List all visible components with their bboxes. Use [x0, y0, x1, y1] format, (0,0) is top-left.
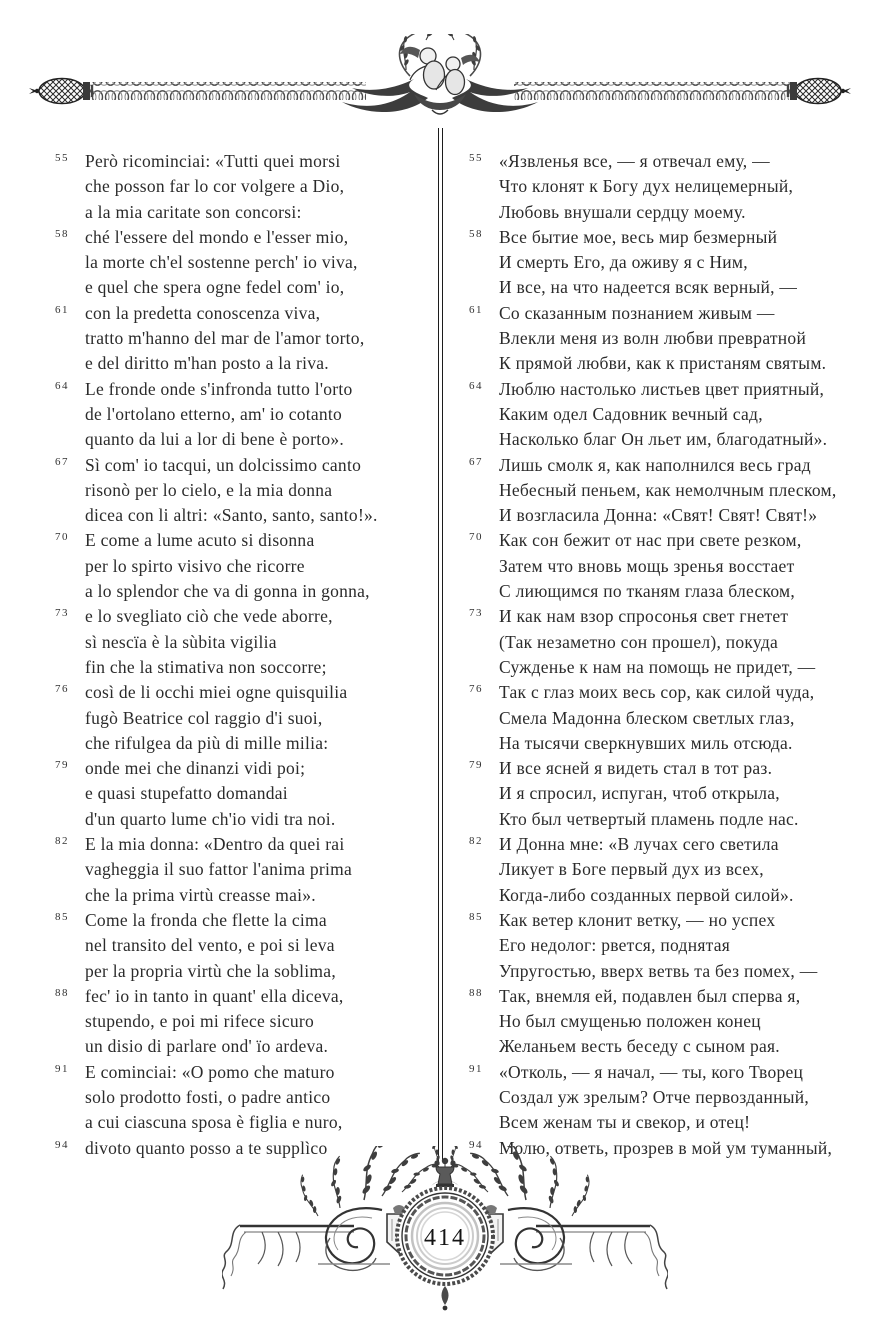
verse-line: И возгласила Донна: «Свят! Свят! Свят!»: [499, 505, 818, 526]
verse-line: К прямой любви, как к пристаням святым.: [499, 353, 827, 374]
verse-lines: [499, 984, 874, 1060]
verse-line: stupendo, e poi mi rifece sicuro: [85, 1011, 315, 1032]
verse-line: И я спросил, испуган, чтоб открыла,: [499, 783, 780, 804]
verse-line: Но был смущенью положен конец: [499, 1011, 761, 1032]
verse-line: E cominciai: «O pomo che maturo: [85, 1061, 335, 1082]
verse-lines: [85, 149, 440, 225]
verse-line: e del diritto m'han posto a la riva.: [85, 353, 329, 374]
italian-text-column: [55, 149, 440, 1161]
verse-lines: [499, 604, 874, 680]
verse-number: 91: [55, 1062, 69, 1075]
verse-number: 94: [55, 1138, 69, 1151]
verse-line: a la mia caritate son concorsi:: [85, 201, 302, 222]
verse-lines: [499, 453, 874, 529]
verse-lines: [499, 528, 874, 604]
tercet: [55, 908, 440, 984]
verse-line: «Отколь, — я начал, — ты, кого Творец: [499, 1061, 804, 1082]
tercet: [469, 756, 874, 832]
verse-lines: [85, 301, 440, 377]
verse-lines: [85, 1060, 440, 1136]
verse-line: dicea con li altri: «Santo, santo, santo!».: [85, 505, 378, 526]
tercet: [469, 377, 874, 453]
verse-line: Сужденье к нам на помощь не придет, —: [499, 656, 816, 677]
verse-line: vagheggia il suo fattor l'anima prima: [85, 859, 353, 880]
verse-line: E come a lume acuto si disonna: [85, 530, 315, 551]
verse-line: E la mia donna: «Dentro da quei rai: [85, 834, 345, 855]
tercet: [55, 377, 440, 453]
verse-line: che rifulgea da più di mille milia:: [85, 732, 329, 753]
putti-vignette: [342, 34, 538, 114]
verse-number: 88: [55, 986, 69, 999]
verse-line: Небесный пеньем, как немолчным плеском,: [499, 479, 837, 500]
verse-line: ché l'essere del mondo e l'esser mio,: [85, 226, 349, 247]
verse-line: И как нам взор спросонья свет гнетет: [499, 606, 789, 627]
verse-number: 61: [55, 303, 69, 316]
verse-line: Люблю настолько листьев цвет приятный,: [499, 378, 825, 399]
verse-line: Sì com' io tacqui, un dolcissimo canto: [85, 454, 362, 475]
verse-line: e quel che spera ogne fedel com' io,: [85, 277, 345, 298]
verse-line: tratto m'hanno del mar de l'amor torto,: [85, 328, 365, 349]
verse-lines: [499, 301, 874, 377]
verse-lines: [499, 225, 874, 301]
verse-number: 91: [469, 1062, 483, 1075]
verse-number: 67: [469, 455, 483, 468]
verse-line: Le fronde onde s'infronda tutto l'orto: [85, 378, 353, 399]
page-number-medallion: [397, 1180, 493, 1310]
urn-finial-icon: [422, 1146, 468, 1187]
verse-line: Молю, ответь, прозрев в мой ум туманный,: [499, 1137, 833, 1158]
tercet: [469, 832, 874, 908]
verse-line: con la predetta conoscenza viva,: [85, 302, 321, 323]
tercet: [469, 908, 874, 984]
verse-lines: [85, 225, 440, 301]
verse-lines: [85, 908, 440, 984]
verse-number: 55: [469, 152, 483, 164]
verse-line: de l'ortolano etterno, am' io cotanto: [85, 403, 343, 424]
verse-line: Лишь смолк я, как наполнился весь град: [499, 454, 811, 475]
verse-number: 58: [469, 227, 483, 240]
verse-line: nel transito del vento, e poi si leva: [85, 935, 335, 956]
tercet: [469, 453, 874, 529]
tercet: [55, 680, 440, 756]
verse-line: (Так незаметно сон прошел), покуда: [499, 631, 779, 652]
verse-number: 94: [469, 1138, 483, 1151]
verse-number: 67: [55, 455, 69, 468]
tercet: [55, 225, 440, 301]
header-rule-ornament: [0, 34, 880, 140]
verse-number: 64: [55, 379, 69, 392]
verse-lines: [499, 680, 874, 756]
verse-line: Come la fronda che flette la cima: [85, 909, 327, 930]
verse-line: Так с глаз моих весь сор, как силой чуда,: [499, 682, 815, 703]
verse-line: e quasi stupefatto domandai: [85, 783, 288, 804]
braided-rule-right: [514, 82, 790, 100]
russian-text-column: [469, 149, 874, 1161]
verse-line: И Донна мне: «В лучах сего светила: [499, 834, 779, 855]
tercet: [469, 225, 874, 301]
verse-line: «Язвленья все, — я отвечал ему, —: [499, 151, 770, 171]
verse-line: С лиющимся по тканям глаза блеском,: [499, 581, 796, 602]
tercet: [55, 1060, 440, 1136]
verse-number: 73: [55, 607, 69, 620]
verse-line: Влекли меня из волн любви превратной: [499, 328, 807, 349]
verse-line: Любовь внушали сердцу моему.: [499, 201, 746, 222]
verse-number: 79: [469, 759, 483, 772]
verse-line: И все, на что надеется всяк верный, —: [499, 277, 798, 298]
tercet: [55, 756, 440, 832]
verse-line: Создал уж зрелым? Отче первозданный,: [499, 1086, 810, 1107]
verse-lines: [499, 149, 874, 225]
verse-line: a lo splendor che va di gonna in gonna,: [85, 581, 370, 602]
verse-lines: [499, 1060, 874, 1136]
verse-number: 85: [55, 910, 69, 923]
tercet: [55, 604, 440, 680]
tercet: [469, 301, 874, 377]
verse-line: e lo svegliato ciò che vede aborre,: [85, 606, 333, 627]
verse-line: la morte ch'el sostenne perch' io viva,: [85, 252, 358, 273]
verse-number: 76: [55, 683, 69, 696]
footer-cartouche: [222, 1146, 668, 1314]
verse-line: Затем что вновь мощь зренья восстает: [499, 555, 795, 576]
verse-line: fec' io in tanto in quant' ella diceva,: [85, 985, 344, 1006]
verse-number: 79: [55, 759, 69, 772]
verse-line: fugò Beatrice col raggio d'i suoi,: [85, 707, 323, 728]
verse-number: 85: [469, 910, 483, 923]
verse-line: И все ясней я видеть стал в тот раз.: [499, 758, 773, 779]
verse-lines: [85, 528, 440, 604]
verse-lines: [85, 453, 440, 529]
verse-line: solo prodotto fosti, o padre antico: [85, 1086, 331, 1107]
verse-line: Так, внемля ей, подавлен был сперва я,: [499, 985, 801, 1006]
verse-line: Упругостью, вверх ветвь та без помех, —: [499, 960, 818, 981]
tercet: [469, 149, 874, 225]
verse-lines: [85, 604, 440, 680]
verse-number: 82: [55, 835, 69, 848]
page-number: 414: [424, 1225, 466, 1251]
tercet: [469, 680, 874, 756]
verse-line: Ликует в Боге первый дух из всех,: [499, 859, 764, 880]
verse-line: per lo spirto visivo che ricorre: [85, 555, 305, 576]
tercet: [55, 149, 440, 225]
verse-line: Желаньем весть беседу с сыном рая.: [499, 1036, 780, 1057]
tercet: [55, 453, 440, 529]
verse-line: Все бытие мое, весь мир безмерный: [499, 226, 778, 247]
verse-line: onde mei che dinanzi vidi poi;: [85, 758, 306, 779]
verse-line: Со сказанным познанием живым —: [499, 302, 775, 323]
verse-lines: [85, 984, 440, 1060]
verse-lines: [85, 756, 440, 832]
tercet: [55, 528, 440, 604]
braided-rule-left: [90, 82, 366, 100]
verse-line: Смела Мадонна блеском светлых глаз,: [499, 707, 795, 728]
verse-lines: [499, 908, 874, 984]
verse-line: Всем женам ты и свекор, и отец!: [499, 1112, 751, 1133]
verse-lines: [85, 377, 440, 453]
verse-line: Però ricominciai: «Tutti quei morsi: [85, 151, 341, 171]
tercet: [469, 528, 874, 604]
verse-line: Как ветер клонит ветку, — но успех: [499, 909, 776, 930]
tercet: [55, 832, 440, 908]
verse-line: Кто был четвертый пламень подле нас.: [499, 808, 799, 829]
verse-number: 76: [469, 683, 483, 696]
verse-lines: [85, 680, 440, 756]
verse-line: risonò per lo cielo, e la mia donna: [85, 479, 333, 500]
verse-line: Каким одел Садовник вечный сад,: [499, 403, 763, 424]
verse-line: divoto quanto posso a te supplìco: [85, 1137, 328, 1158]
tercet: [55, 984, 440, 1060]
verse-number: 73: [469, 607, 483, 620]
verse-line: sì nescïa è la sùbita vigilia: [85, 631, 277, 652]
verse-number: 61: [469, 303, 483, 316]
verse-number: 58: [55, 227, 69, 240]
verse-line: a cui ciascuna sposa è figlia e nuro,: [85, 1112, 343, 1133]
verse-number: 82: [469, 835, 483, 848]
verse-lines: [499, 756, 874, 832]
verse-lines: [499, 377, 874, 453]
verse-number: 70: [469, 531, 483, 544]
tercet: [469, 984, 874, 1060]
verse-line: fin che la stimativa non soccorre;: [85, 656, 327, 677]
verse-line: Что клонят к Богу дух нелицемерный,: [499, 176, 794, 197]
verse-line: un disio di parlare ond' ïo ardeva.: [85, 1036, 329, 1057]
verse-line: per la propria virtù che la soblima,: [85, 960, 336, 981]
verse-lines: [85, 832, 440, 908]
verse-number: 88: [469, 986, 483, 999]
verse-line: Как сон бежит от нас при свете резком,: [499, 530, 802, 551]
verse-line: che posson far lo cor volgere a Dio,: [85, 176, 345, 197]
verse-number: 64: [469, 379, 483, 392]
tercet: [469, 1060, 874, 1136]
verse-line: Когда-либо созданных первой силой».: [499, 884, 794, 905]
verse-line: così de li occhi miei ogne quisquilia: [85, 682, 348, 703]
verse-line: Насколько благ Он льет им, благодатный».: [499, 429, 828, 450]
tercet: [469, 604, 874, 680]
verse-line: На тысячи сверкнувших миль отсюда.: [499, 732, 793, 753]
verse-line: che la prima virtù creasse mai».: [85, 884, 316, 905]
verse-line: Его недолог: рвется, поднятая: [499, 935, 731, 956]
verse-line: quanto da lui a lor di bene è porto».: [85, 429, 345, 450]
verse-line: И смерть Его, да оживу я с Ним,: [499, 252, 748, 273]
verse-line: d'un quarto lume ch'io vidi tra noi.: [85, 808, 336, 829]
tercet: [55, 301, 440, 377]
verse-number: 55: [55, 152, 69, 164]
verse-number: 70: [55, 531, 69, 544]
verse-lines: [499, 832, 874, 908]
